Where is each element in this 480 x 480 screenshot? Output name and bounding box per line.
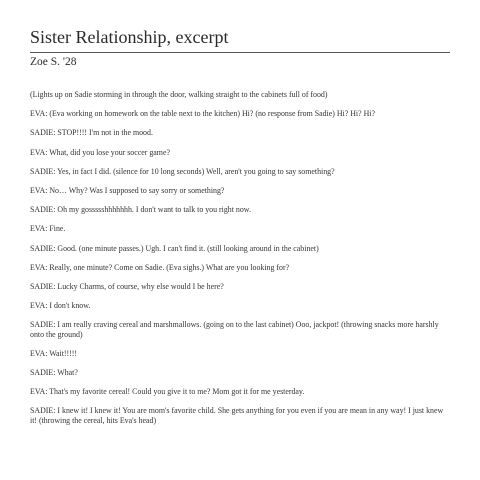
stage-direction: (Lights up on Sadie storming in through the door, walking straight to the cabinets full of food) — [30, 90, 328, 99]
script-body — [30, 90, 448, 435]
dialogue-line: SADIE: What? — [30, 368, 78, 378]
document-title: Sister Relationship, excerpt — [30, 27, 229, 47]
dialogue-line: SADIE: I knew it! I knew it! You are mom's favorite child. She gets anything for you even if you are mean in any way! I just knew it! (throwing the cereal, hits Eva's head) — [30, 406, 444, 426]
dialogue-line: SADIE: Lucky Charms, of course, why else would I be here? — [30, 281, 224, 291]
dialogue-line: SADIE: Good. (one minute passes.) Ugh. I can't find it. (still looking around in the cabinet) — [30, 243, 319, 253]
dialogue-line: EVA: Wait!!!!! — [30, 348, 78, 358]
dialogue-line: EVA: Really, one minute? Come on Sadie. (Eva sighs.) What are you looking for? — [30, 262, 290, 272]
dialogue-line: SADIE: Oh my gossssshhhhhhh. I don't want to talk to you right now. — [30, 205, 251, 215]
author-byline: Zoe S. '28 — [30, 56, 77, 68]
dialogue-line: EVA: No… Why? Was I supposed to say sorry or something? — [30, 185, 225, 195]
dialogue-line: SADIE: STOP!!!! I'm not in the mood. — [30, 128, 153, 138]
title-divider — [30, 52, 450, 53]
dialogue-line: EVA: What, did you lose your soccer game? — [30, 147, 170, 157]
dialogue-line: EVA: That's my favorite cereal! Could you give it to me? Mom got it for me yesterday. — [30, 387, 305, 397]
dialogue-line: SADIE: I am really craving cereal and marshmallows. (going on to the last cabinet) Ooo, jackpot! (throwing snacks more harshly onto the ground) — [30, 320, 439, 340]
dialogue-line: EVA: (Eva working on homework on the table next to the kitchen) Hi? (no response from Sadie) Hi? Hi? Hi? — [30, 109, 375, 119]
dialogue-line: EVA: I don't know. — [30, 301, 91, 311]
dialogue-line: EVA: Fine. — [30, 224, 66, 234]
dialogue-line: SADIE: Yes, in fact I did. (silence for 10 long seconds) Well, aren't you going to say something? — [30, 166, 335, 176]
